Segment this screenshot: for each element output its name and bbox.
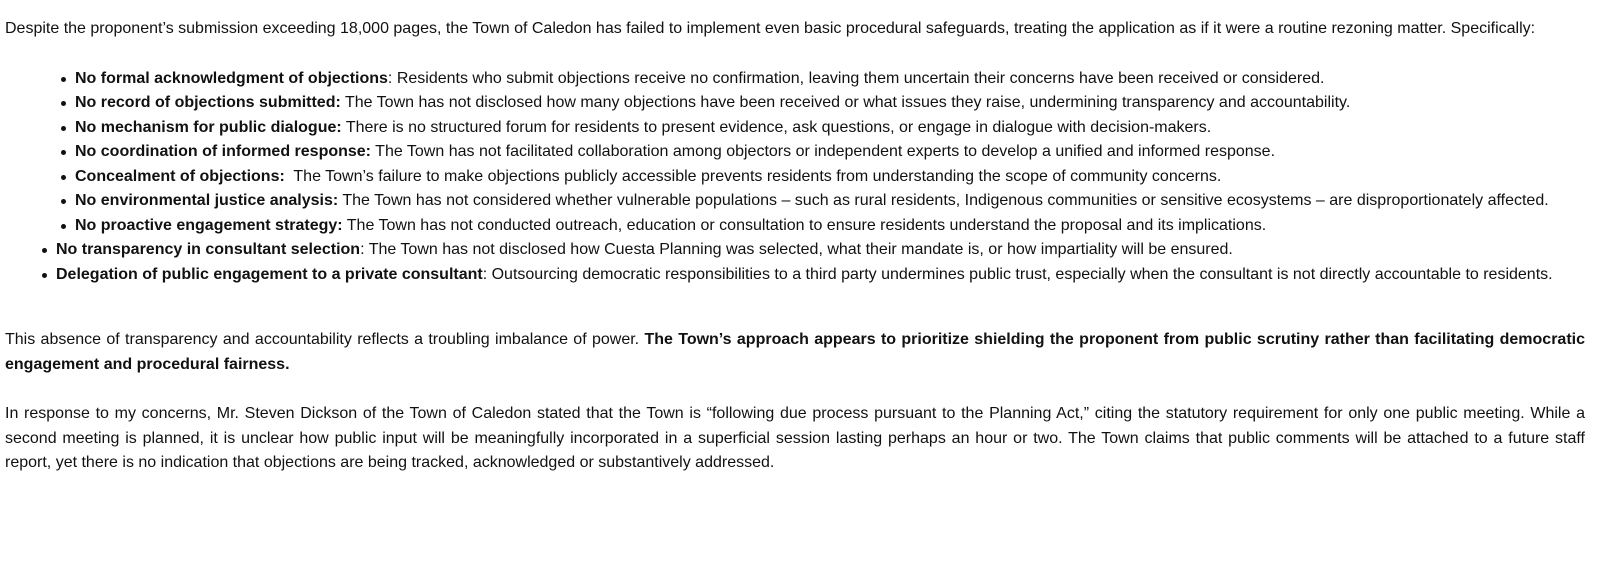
item-title: No environmental justice analysis: (75, 192, 339, 209)
list-item: No formal acknowledgment of objections: Residents who submit objections receive no confirmation, leaving them uncertain their concerns have been received or considered. (75, 67, 1585, 92)
intro-paragraph: Despite the proponent’s submission exceeding 18,000 pages, the Town of Caledon has failed to implement even basic procedural safeguards, treating the application as if it were a routine rezoning matter. Specifically: (5, 20, 1536, 37)
item-text: Residents who submit objections receive no confirmation, leaving them uncertain their concerns have been received or considered. (396, 69, 1325, 87)
item-title: No transparency in consultant selection (56, 241, 361, 258)
item-title: No mechanism for public dialogue: (75, 118, 342, 136)
item-title: No record of objections submitted: (75, 94, 341, 111)
item-text: The Town has not considered whether vulnerable populations – such as rural residents, Indigenous communities or sensitive ecosystems – are disproportionately affected. (342, 192, 1549, 209)
item-text: The Town has not disclosed how Cuesta Planning was selected, what their mandate is, or how impartiality will be ensured. (368, 241, 1233, 258)
list-item (75, 165, 1585, 190)
list-item (75, 140, 1585, 165)
item-title: Delegation of public engagement to a private consultant (56, 265, 483, 283)
imbalance-text: This absence of transparency and accountability reflects a troubling imbalance of power. (5, 331, 645, 348)
list-item (75, 214, 1585, 239)
item-text: The Town has not disclosed how many objections have been received or what issues they raise, undermining transparency and accountability. (344, 94, 1351, 111)
item-text: The Town has not conducted outreach, education or consultation to ensure residents understand the proposal and its implications. (346, 216, 1267, 234)
document-body (5, 17, 1585, 476)
item-title: No coordination of informed response: (75, 143, 372, 160)
imbalance-paragraph (5, 328, 1585, 377)
list-item (75, 91, 1585, 116)
item-title: No formal acknowledgment of objections (75, 69, 388, 87)
response-paragraph: In response to my concerns, Mr. Steven Dickson of the Town of Caledon stated that the Town is “following due process pursuant to the Planning Act,” citing the statutory requirement for only one public meeting. While a second meeting is planned, it is unclear how public input will be meaningfully incorporated in a superficial session lasting perhaps an hour or two. The Town claims that public comments will be attached to a future staff report, yet there is no indication that objections are being tracked, acknowledged or substantively addressed. (5, 405, 1585, 471)
item-title: Concealment of objections: (75, 167, 285, 185)
objections-list (5, 67, 1585, 288)
list-item (75, 189, 1585, 214)
list-item: No transparency in consultant selection: The Town has not disclosed how Cuesta Planning was selected, what their mandate is, or how impartiality will be ensured. (56, 238, 1585, 263)
list-item: Delegation of public engagement to a private consultant: Outsourcing democratic responsibilities to a third party undermines public trust, especially when the consultant is not directly accountable to residents. (56, 263, 1585, 288)
item-text: Outsourcing democratic responsibilities to a third party undermines public trust, especially when the consultant is not directly accountable to residents. (491, 265, 1553, 283)
item-text: There is no structured forum for residents to present evidence, ask questions, or engage in dialogue with decision-makers. (345, 118, 1212, 136)
item-text: The Town’s failure to make objections publicly accessible prevents residents from understanding the scope of community concerns. (293, 167, 1222, 185)
list-item (75, 116, 1585, 141)
item-text: The Town has not facilitated collaboration among objectors or independent experts to develop a unified and informed response. (375, 143, 1276, 160)
imbalance-emphasis: The Town’s approach appears to prioritize shielding the proponent from public scrutiny rather than facilitating democratic engagement and procedural fairness. (5, 331, 1585, 373)
item-title: No proactive engagement strategy: (75, 216, 343, 234)
